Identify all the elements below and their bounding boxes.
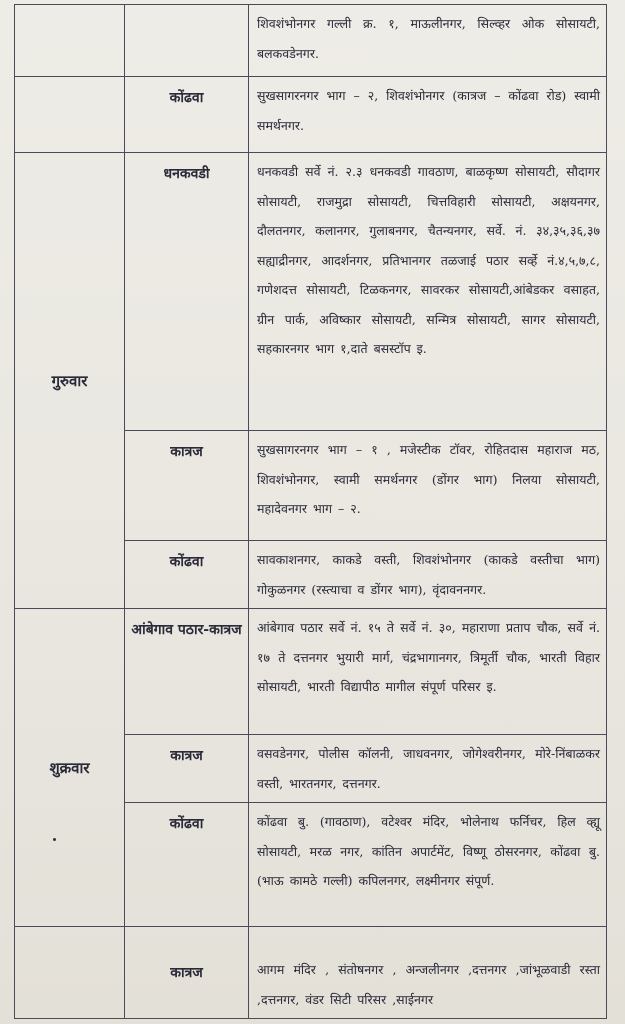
locations-cell: आंबेगाव पठार सर्वे नं. १५ ते सर्वे नं. ३०, महाराणा प्रताप चौक, सर्वे नं. १७ ते दत्तनगर भुयारी मार्ग, चंद्रभागानगर, त्रिमूर्ती चौक, भारती विहार सोसायटी, भारती विद्यापीठ मागील संपूर्ण परिसर इ. <box>249 609 607 735</box>
area-cell: कात्रज <box>125 431 249 541</box>
locations-cell: सुखसागरनगर भाग – २, शिवशंभोनगर (कात्रज – कोंढवा रोड) स्वामी समर्थनगर. <box>249 77 607 153</box>
locations-cell: धनकवडी सर्वे नं. २.३ धनकवडी गावठाण, बाळकृष्ण सोसायटी, सौदागर सोसायटी, राजमुद्रा सोसायटी, चित्तविहारी सोसायटी, अक्षयनगर, दौलतनगर, कलानगर, गुलाबनगर, चैतन्यनगर, सर्वे. नं. ३४,३५,३६,३७ सह्याद्रीनगर, आदर्शनगर, प्रतिभानगर तळजाई पठार सर्व्हे नं.४,५,७,८, गणेशदत्त सोसायटी, टिळकनगर, सावरकर सोसायटी,आंबेडकर वसाहत, ग्रीन पार्क, अविष्कार सोसायटी, सन्मित्र सोसायटी, सागर सोसायटी, सहकारनगर भाग १,दाते बसस्टॉप इ. <box>249 153 607 431</box>
area-cell: कात्रज <box>125 927 249 1019</box>
locations-cell: सुखसागरनगर भाग – १ , मजेस्टीक टॉवर, रोहितदास महाराज मठ, शिवशंभोनगर, स्वामी समर्थनगर (डोंगर भाग) निलया सोसायटी, महादेवनगर भाग – २. <box>249 431 607 541</box>
table-row <box>15 5 607 77</box>
area-cell: कोंढवा <box>125 541 249 609</box>
day-cell <box>15 927 125 1019</box>
day-cell-thursday: गुरुवार <box>15 153 125 609</box>
day-cell <box>15 77 125 153</box>
table-row <box>15 609 607 735</box>
day-cell <box>15 5 125 77</box>
area-cell <box>125 5 249 77</box>
locations-cell: वसवडेनगर, पोलीस कॉलनी, जाधवनगर, जोगेश्वरीनगर, मोरे-निंबाळकर वस्ती, भारतनगर, दत्तनगर. <box>249 735 607 803</box>
locations-cell: कोंढवा बु. (गावठाण), वटेश्वर मंदिर, भोलेनाथ फर्निचर, हिल व्ह्यू सोसायटी, मरळ नगर, कांतिन अपार्टमेंट, विष्णू ठोसरनगर, कोंढवा बु. (भाऊ कामठे गल्ली) कपिलनगर, लक्ष्मीनगर संपूर्ण. <box>249 803 607 927</box>
water-supply-schedule-table <box>14 4 607 1019</box>
area-cell: धनकवडी <box>125 153 249 431</box>
ink-speck <box>53 838 56 841</box>
day-cell-friday: शुक्रवार <box>15 609 125 927</box>
locations-cell: आगम मंदिर , संतोषनगर , अन्जलीनगर ,दत्तनगर ,जांभूळवाडी रस्ता ,दत्तनगर, वंडर सिटी परिसर ,साईनगर <box>249 927 607 1019</box>
table-row <box>15 153 607 431</box>
locations-cell: शिवशंभोनगर गल्ली क्र. १, माऊलीनगर, सिल्व्हर ओक सोसायटी, बलकवडेनगर. <box>249 5 607 77</box>
area-cell: कोंढवा <box>125 803 249 927</box>
area-cell: कात्रज <box>125 735 249 803</box>
locations-cell: सावकाशनगर, काकडे वस्ती, शिवशंभोनगर (काकडे वस्तीचा भाग) गोकुळनगर (रस्त्याचा व डोंगर भाग), वृंदावननगर. <box>249 541 607 609</box>
area-cell: आंबेगाव पठार-कात्रज <box>125 609 249 735</box>
area-cell: कोंढवा <box>125 77 249 153</box>
table-row <box>15 77 607 153</box>
table-row <box>15 927 607 1019</box>
